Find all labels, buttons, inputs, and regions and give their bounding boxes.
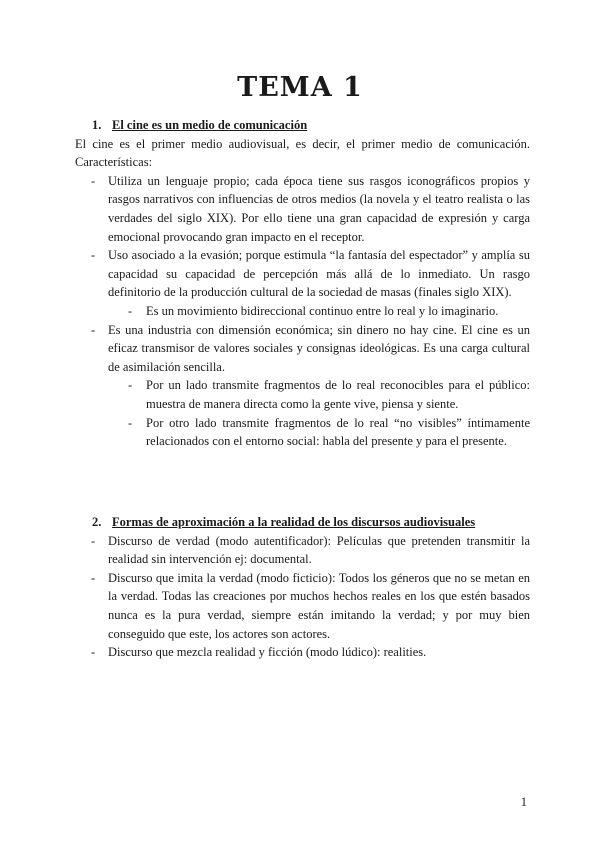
page-title: TEMA 1: [237, 72, 363, 103]
bullet-dash: -: [128, 303, 133, 318]
list-item: [75, 172, 530, 246]
sub-bullet-list: [108, 302, 530, 321]
bullet-dash: -: [91, 248, 96, 263]
bullet-dash: -: [91, 570, 96, 585]
section-formas-aproximacion: [75, 513, 530, 662]
list-item-text: Es una industria con dimensión económica; sin dinero no hay cine. El cine es un eficaz transmisor de valores sociales y consignas ideológicas. Es una carga cultural de asimilación sencilla.: [108, 322, 530, 374]
sub-list-item-text: Por un lado transmite fragmentos de lo real reconocibles para el público: muestra de manera directa como la gente vive, piensa y siente.: [146, 378, 530, 411]
intro-paragraph: El cine es el primer medio audiovisual, es decir, el primer medio de comunicación. Características:: [75, 136, 530, 170]
sub-list-item: [108, 302, 530, 321]
list-item: [75, 532, 530, 569]
section-heading-text: El cine es un medio de comunicación: [112, 118, 308, 132]
page-number: 1: [520, 795, 527, 809]
bullet-dash: -: [91, 533, 96, 548]
list-item-text: Utiliza un lenguaje propio; cada época tiene sus rasgos iconográficos propios y rasgos narrativos con influencias de otros medios (la novela y el teatro realista o las verdades del siglo XIX). Por ello tiene una gran capacidad de expresión y carga emocional provocando gran impacto en el receptor.: [108, 173, 530, 244]
bullet-dash: -: [91, 322, 96, 337]
bullet-dash: -: [128, 415, 133, 430]
list-item-text: Discurso que mezcla realidad y ficción (modo lúdico): realities.: [108, 645, 427, 660]
section-number: 1.: [92, 118, 102, 132]
list-item-text: Uso asociado a la evasión; porque estimula “la fantasía del espectador” y amplía su capacidad su capacidad de percepción más allá de lo inmediato. Un rasgo definitorio de la producción cultural de la sociedad de masas (finales siglo XIX).: [108, 248, 530, 300]
section-heading: [75, 116, 530, 135]
list-item-text: Discurso que imita la verdad (modo ficticio): Todos los géneros que no se metan en la verdad. Todas las creaciones por muchos hechos reales en los que estén basados nunca es la pura verdad, siempre están imitando la verdad; y por muy bien conseguido que este, los actores son actores.: [108, 570, 530, 641]
section-cine-medio-comunicacion: [75, 116, 530, 451]
list-item-text: Discurso de verdad (modo autentificador): Películas que pretenden transmitir la realidad sin intervención ej: documental.: [108, 533, 530, 567]
sub-list-item-text: Es un movimiento bidireccional continuo entre lo real y lo imaginario.: [146, 303, 499, 318]
bullet-dash: -: [91, 173, 96, 188]
section-heading-text: Formas de aproximación a la realidad de los discursos audiovisuales: [112, 515, 476, 529]
list-item: [75, 643, 530, 662]
bullet-list: [75, 172, 530, 451]
sub-list-item: [108, 376, 530, 413]
section-heading: [75, 513, 530, 532]
list-item: [75, 321, 530, 451]
sub-list-item-text: Por otro lado transmite fragmentos de lo real “no visibles” íntimamente relacionados con el entorno social: habla del presente y para el presente.: [146, 415, 530, 449]
bullet-dash: -: [128, 378, 133, 393]
sub-bullet-list: [108, 376, 530, 450]
section-number: 2.: [92, 515, 102, 529]
bullet-dash: -: [91, 645, 96, 660]
list-item: [75, 569, 530, 643]
sub-list-item: [108, 414, 530, 451]
list-item: [75, 246, 530, 320]
bullet-list: [75, 532, 530, 662]
